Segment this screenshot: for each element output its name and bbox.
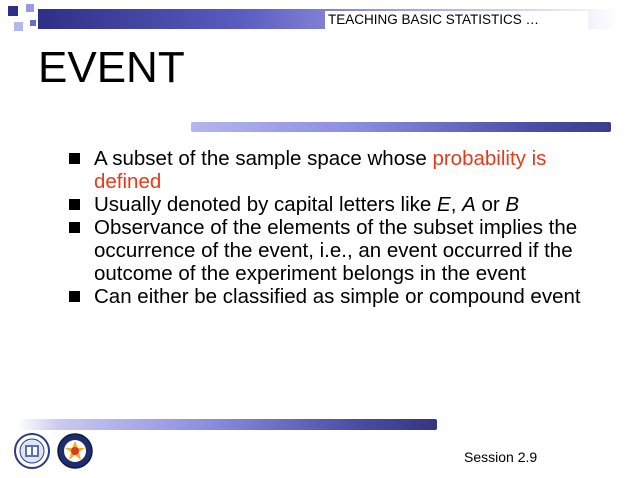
square-bullet-icon	[69, 199, 80, 210]
bullet-text: Can either be classified as simple or compound event	[94, 285, 581, 308]
presentation-header: TEACHING BASIC STATISTICS …	[325, 11, 588, 29]
bullet-var-a: A	[462, 193, 476, 216]
bullet-mid: or	[475, 193, 506, 216]
title-underline-bar	[191, 122, 611, 132]
bullet-item	[66, 193, 586, 216]
bullet-text: Observance of the elements of the subset implies the occurrence of the event, i.e., an event occurred if the outcome of the experiment belongs in the event	[94, 216, 578, 285]
bullet-item	[66, 285, 586, 308]
bullet-item	[66, 216, 586, 285]
bullet-var-e: E	[437, 193, 451, 216]
bullet-var-b: B	[505, 193, 520, 216]
bullet-sep: ,	[450, 193, 463, 216]
seal-logo-right	[57, 433, 93, 469]
footer-gradient-bar	[17, 419, 437, 430]
bullet-text: Usually denoted by capital letters like	[94, 193, 437, 216]
seal-logo-left	[14, 433, 50, 469]
bullet-item	[66, 147, 586, 193]
slide-title: EVENT	[38, 43, 185, 92]
bullet-highlight: probability is defined	[94, 147, 547, 193]
square-bullet-icon	[69, 291, 80, 302]
bullet-list	[66, 147, 586, 308]
square-bullet-icon	[69, 222, 80, 233]
bullet-text: A subset of the sample space whose	[94, 147, 433, 170]
square-bullet-icon	[69, 153, 80, 164]
session-number: Session 2.9	[464, 449, 538, 465]
